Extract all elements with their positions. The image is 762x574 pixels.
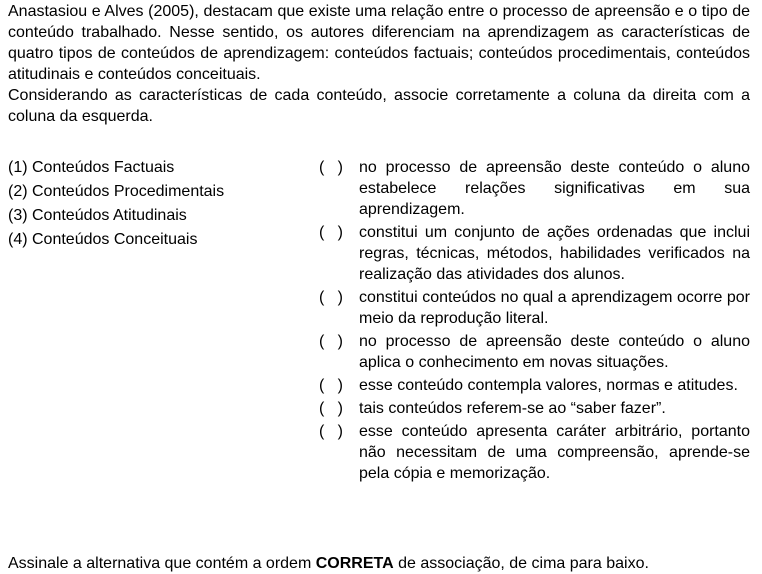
right-column <box>319 157 750 486</box>
answer-blank-7: ( ) <box>319 423 343 440</box>
answer-blank-4: ( ) <box>319 333 343 350</box>
intro-paragraph-2: Considerando as características de cada conteúdo, associe corretamente a coluna da direita com a coluna da esquerda. <box>8 87 750 125</box>
statement-3 <box>319 287 750 329</box>
statement-text-7: esse conteúdo apresenta caráter arbitrário, portanto não necessitam de uma compreensão, aprende-se pela cópia e memorização. <box>359 423 750 482</box>
answer-blank-3: ( ) <box>319 289 343 306</box>
statement-text-4: no processo de apreensão deste conteúdo o aluno aplica o conhecimento em novas situações. <box>359 333 750 371</box>
statement-6 <box>319 398 750 419</box>
left-item-4: (4) Conteúdos Conceituais <box>8 231 198 248</box>
statement-text-2: constitui um conjunto de ações ordenadas que inclui regras, técnicas, métodos, habilidades verificados na realização das atividades dos alunos. <box>359 224 750 283</box>
instruction-text-after: de associação, de cima para baixo. <box>393 555 649 572</box>
answer-blank-1: ( ) <box>319 159 343 176</box>
answer-blank-2: ( ) <box>319 224 343 241</box>
statement-4 <box>319 331 750 373</box>
question-intro <box>8 1 750 127</box>
statement-7 <box>319 421 750 484</box>
instruction-text-before: Assinale a alternativa que contém a ordem <box>8 555 316 572</box>
answer-blank-5: ( ) <box>319 377 343 394</box>
statement-text-5: esse conteúdo contempla valores, normas e atitudes. <box>359 377 738 394</box>
left-item-2: (2) Conteúdos Procedimentais <box>8 183 225 200</box>
statement-text-1: no processo de apreensão deste conteúdo o aluno estabelece relações significativas em sua aprendizagem. <box>359 159 750 218</box>
left-item-1: (1) Conteúdos Factuais <box>8 159 175 176</box>
statement-text-6: tais conteúdos referem-se ao “saber fazer”. <box>359 400 666 417</box>
answer-blank-6: ( ) <box>319 400 343 417</box>
statement-text-3: constitui conteúdos no qual a aprendizagem ocorre por meio da reprodução literal. <box>359 289 750 327</box>
left-item-3: (3) Conteúdos Atitudinais <box>8 207 187 224</box>
statement-1 <box>319 157 750 220</box>
statement-2 <box>319 222 750 285</box>
statement-5 <box>319 375 750 396</box>
question-instruction <box>8 553 750 574</box>
left-column <box>8 157 308 253</box>
instruction-emphasis: CORRETA <box>315 555 394 572</box>
intro-paragraph-1: Anastasiou e Alves (2005), destacam que existe uma relação entre o processo de apreensão e o tipo de conteúdo trabalhado. Nesse sentido, os autores diferenciam na aprendizagem as características de quatro tipos de conteúdos de aprendizagem: conteúdos factuais; conteúdos procedimentais, conteúdos atitudinais e conteúdos conceituais. <box>8 3 750 83</box>
